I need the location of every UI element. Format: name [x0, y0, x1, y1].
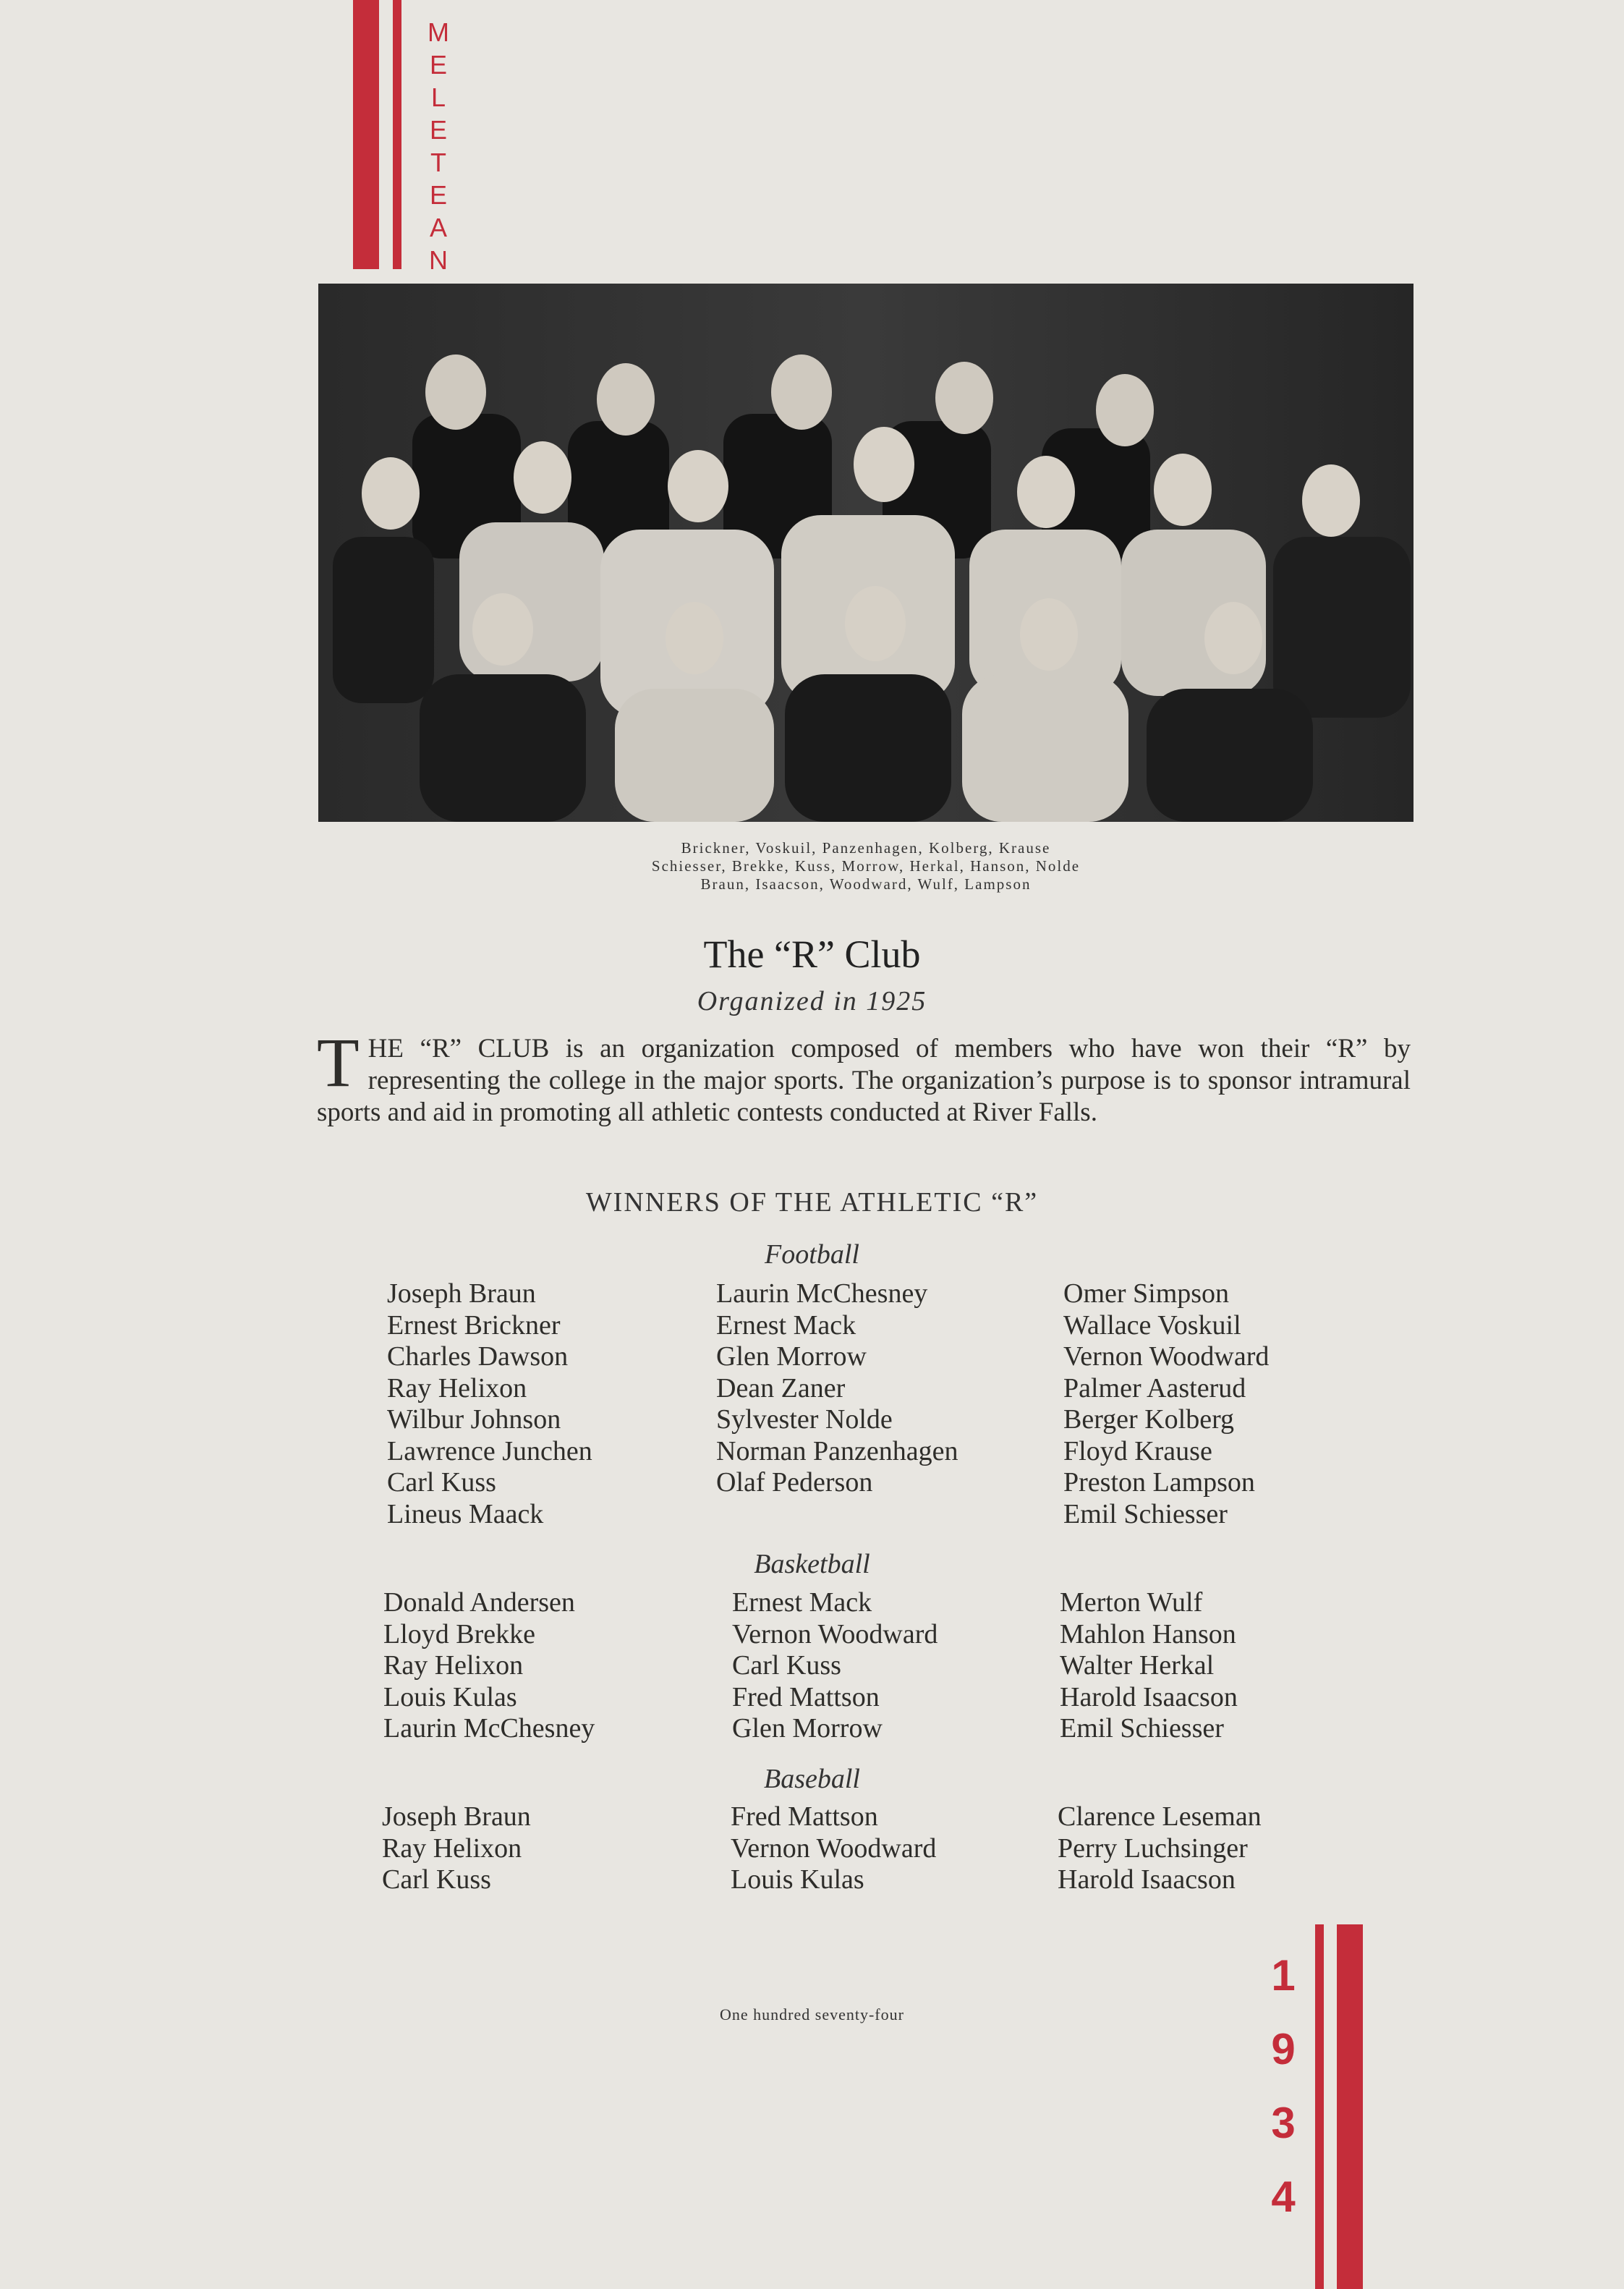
year-vertical [1263, 1939, 1304, 2234]
basketball-names-col1 [383, 1587, 595, 1745]
red-bar-bottom-thick [1337, 1924, 1363, 2289]
red-bar-top-thick [353, 0, 379, 269]
name-list: Laurin McChesney Ernest Mack Glen Morrow Dean Zaner Sylvester Nolde Norman Panzenhagen Olaf Pederson [716, 1278, 958, 1498]
basketball-names-col3 [1060, 1587, 1238, 1745]
baseball-names-col3 [1058, 1801, 1262, 1896]
title-letter: N [429, 245, 448, 275]
drop-cap: T [317, 1024, 360, 1101]
section-title-baseball: Baseball [764, 1764, 860, 1794]
name-list: Clarence Leseman Perry Luchsinger Harold Isaacson [1058, 1801, 1262, 1895]
name-list: Ernest Mack Vernon Woodward Carl Kuss Fred Mattson Glen Morrow [732, 1587, 938, 1744]
title-letter: T [430, 148, 446, 177]
team-photo [318, 284, 1413, 822]
year-digit: 9 [1271, 2025, 1296, 2073]
section-title-basketball: Basketball [754, 1549, 870, 1579]
photo-caption-row: Brickner, Voskuil, Panzenhagen, Kolberg, Krause [681, 839, 1051, 857]
football-names-col2 [716, 1278, 958, 1499]
name-list: Omer Simpson Wallace Voskuil Vernon Woodward Palmer Aasterud Berger Kolberg Floyd Krause Preston Lampson Emil Schiesser [1063, 1278, 1270, 1529]
photo-caption-row: Braun, Isaacson, Woodward, Wulf, Lampson [700, 875, 1032, 893]
name-list: Fred Mattson Vernon Woodward Louis Kulas [731, 1801, 937, 1895]
year-digit: 1 [1271, 1951, 1296, 2000]
title-letter: E [429, 180, 447, 210]
red-bar-bottom-thin [1315, 1924, 1324, 2289]
year-digit: 3 [1271, 2099, 1296, 2147]
intro-paragraph [317, 1024, 1411, 1129]
page-title: The “R” Club [703, 933, 921, 976]
winners-title: WINNERS OF THE ATHLETIC “R” [585, 1187, 1039, 1218]
yearbook-title-vertical [422, 16, 454, 276]
title-letter: M [428, 17, 449, 47]
title-letter: A [429, 213, 447, 242]
year-digit: 4 [1271, 2173, 1296, 2221]
name-list: Joseph Braun Ernest Brickner Charles Dawson Ray Helixon Wilbur Johnson Lawrence Junchen Carl Kuss Lineus Maack [387, 1278, 592, 1529]
title-letter: E [429, 50, 447, 80]
name-list: Donald Andersen Lloyd Brekke Ray Helixon Louis Kulas Laurin McChesney [383, 1587, 595, 1744]
title-letter: L [430, 82, 446, 112]
title-letter: E [429, 115, 447, 145]
football-names-col3 [1063, 1278, 1269, 1530]
basketball-names-col2 [732, 1587, 938, 1745]
page-number: One hundred seventy-four [720, 2005, 904, 2023]
photo-caption-row: Schiesser, Brekke, Kuss, Morrow, Herkal, Hanson, Nolde [651, 857, 1081, 875]
baseball-names-col2 [731, 1801, 936, 1896]
intro-text: HE “R” CLUB is an organization composed of members who have won their “R” by representing the college in the major sports. The organization’s purpose is to sponsor intramural sports and aid in promoting all athletic contests conducted at River Falls. [317, 1034, 1411, 1127]
name-list: Merton Wulf Mahlon Hanson Walter Herkal Harold Isaacson Emil Schiesser [1060, 1587, 1238, 1744]
baseball-names-col1 [382, 1801, 531, 1896]
red-bar-top-thin [393, 0, 401, 269]
section-title-football: Football [765, 1239, 859, 1270]
football-names-col1 [387, 1278, 592, 1530]
name-list: Joseph Braun Ray Helixon Carl Kuss [382, 1801, 531, 1895]
page-subtitle: Organized in 1925 [697, 986, 927, 1016]
